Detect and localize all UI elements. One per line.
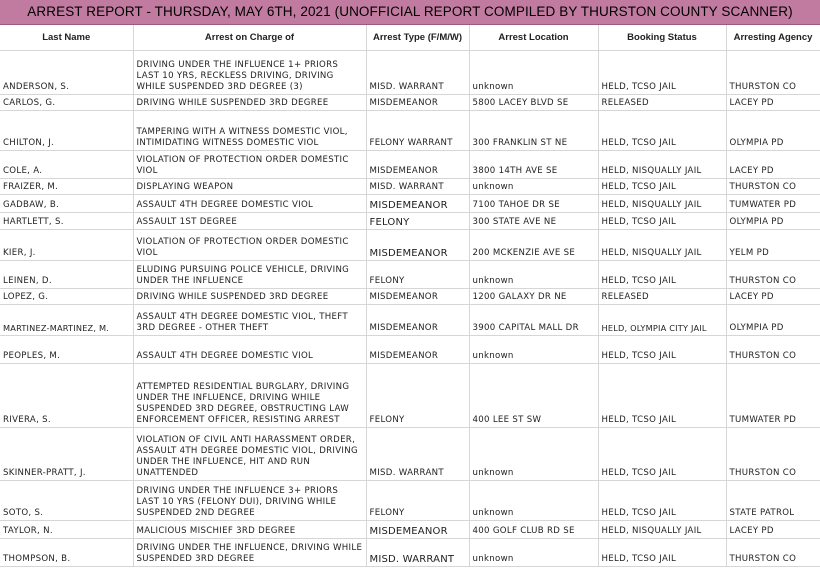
cell-arrest-location: 300 STATE AVE NE bbox=[469, 213, 598, 230]
header-arrest-type: Arrest Type (F/M/W) bbox=[366, 25, 469, 51]
cell-last-name: FRAIZER, M. bbox=[0, 179, 133, 195]
cell-arresting-agency: THURSTON CO bbox=[726, 428, 820, 481]
cell-arresting-agency: OLYMPIA PD bbox=[726, 111, 820, 151]
cell-arrest-type: FELONY bbox=[366, 261, 469, 289]
cell-last-name: GADBAW, B. bbox=[0, 195, 133, 213]
cell-booking-status: HELD, NISQUALLY JAIL bbox=[598, 195, 726, 213]
cell-last-name: CHILTON, J. bbox=[0, 111, 133, 151]
cell-charge: DRIVING WHILE SUSPENDED 3RD DEGREE bbox=[133, 95, 366, 111]
cell-booking-status: RELEASED bbox=[598, 95, 726, 111]
cell-booking-status: HELD, TCSO JAIL bbox=[598, 213, 726, 230]
cell-arrest-location: 3800 14TH AVE SE bbox=[469, 151, 598, 179]
cell-charge: TAMPERING WITH A WITNESS DOMESTIC VIOL, INTIMIDATING WITNESS DOMESTIC VIOL bbox=[133, 111, 366, 151]
cell-booking-status: HELD, TCSO JAIL bbox=[598, 336, 726, 364]
cell-booking-status: HELD, NISQUALLY JAIL bbox=[598, 151, 726, 179]
cell-arrest-location: unknown bbox=[469, 51, 598, 95]
cell-booking-status: HELD, TCSO JAIL bbox=[598, 261, 726, 289]
cell-last-name: SKINNER-PRATT, J. bbox=[0, 428, 133, 481]
cell-arrest-location: 300 FRANKLIN ST NE bbox=[469, 111, 598, 151]
table-row bbox=[0, 213, 820, 230]
table-row bbox=[0, 179, 820, 195]
cell-arrest-location: 1200 GALAXY DR NE bbox=[469, 289, 598, 305]
cell-arrest-type: MISD. WARRANT bbox=[366, 179, 469, 195]
cell-arrest-location: 400 GOLF CLUB RD SE bbox=[469, 521, 598, 539]
cell-arrest-type: MISD. WARRANT bbox=[366, 428, 469, 481]
table-row bbox=[0, 336, 820, 364]
table-row bbox=[0, 51, 820, 95]
cell-arresting-agency: THURSTON CO bbox=[726, 179, 820, 195]
cell-charge: DRIVING WHILE SUSPENDED 3RD DEGREE bbox=[133, 289, 366, 305]
cell-arrest-type: FELONY bbox=[366, 481, 469, 521]
cell-arresting-agency: TUMWATER PD bbox=[726, 195, 820, 213]
cell-arresting-agency: STATE PATROL bbox=[726, 481, 820, 521]
cell-arresting-agency: LACEY PD bbox=[726, 289, 820, 305]
table-row bbox=[0, 95, 820, 111]
cell-arrest-location: unknown bbox=[469, 539, 598, 567]
cell-arrest-type: FELONY WARRANT bbox=[366, 111, 469, 151]
cell-last-name: CARLOS, G. bbox=[0, 95, 133, 111]
cell-arresting-agency: LACEY PD bbox=[726, 521, 820, 539]
cell-arrest-type: MISDEMEANOR bbox=[366, 521, 469, 539]
header-last-name: Last Name bbox=[0, 25, 133, 51]
cell-last-name: TAYLOR, N. bbox=[0, 521, 133, 539]
cell-last-name: COLE, A. bbox=[0, 151, 133, 179]
cell-charge: ASSAULT 4TH DEGREE DOMESTIC VIOL bbox=[133, 336, 366, 364]
header-booking-status: Booking Status bbox=[598, 25, 726, 51]
header-row bbox=[0, 25, 820, 51]
cell-booking-status: HELD, TCSO JAIL bbox=[598, 179, 726, 195]
cell-charge: DRIVING UNDER THE INFLUENCE 3+ PRIORS LAST 10 YRS (FELONY DUI), DRIVING WHILE SUSPENDED 2ND DEGREE bbox=[133, 481, 366, 521]
cell-arrest-type: MISDEMEANOR bbox=[366, 95, 469, 111]
cell-arrest-location: unknown bbox=[469, 179, 598, 195]
cell-booking-status: HELD, TCSO JAIL bbox=[598, 539, 726, 567]
cell-last-name: SOTO, S. bbox=[0, 481, 133, 521]
cell-charge: DRIVING UNDER THE INFLUENCE 1+ PRIORS LAST 10 YRS, RECKLESS DRIVING, DRIVING WHILE SUSPENDED 3RD DEGREE (3) bbox=[133, 51, 366, 95]
cell-arrest-location: 5800 LACEY BLVD SE bbox=[469, 95, 598, 111]
cell-arresting-agency: OLYMPIA PD bbox=[726, 305, 820, 336]
cell-booking-status: HELD, TCSO JAIL bbox=[598, 428, 726, 481]
table-row bbox=[0, 481, 820, 521]
cell-arrest-type: MISDEMEANOR bbox=[366, 289, 469, 305]
cell-arrest-type: FELONY bbox=[366, 213, 469, 230]
cell-arrest-location: 400 LEE ST SW bbox=[469, 364, 598, 428]
cell-charge: MALICIOUS MISCHIEF 3RD DEGREE bbox=[133, 521, 366, 539]
cell-charge: ASSAULT 4TH DEGREE DOMESTIC VIOL, THEFT 3RD DEGREE - OTHER THEFT bbox=[133, 305, 366, 336]
cell-charge: ASSAULT 1ST DEGREE bbox=[133, 213, 366, 230]
cell-booking-status: HELD, OLYMPIA CITY JAIL bbox=[598, 305, 726, 336]
cell-booking-status: HELD, TCSO JAIL bbox=[598, 51, 726, 95]
table-row bbox=[0, 230, 820, 261]
cell-arrest-type: MISDEMEANOR bbox=[366, 195, 469, 213]
cell-arrest-location: unknown bbox=[469, 336, 598, 364]
cell-arrest-type: MISD. WARRANT bbox=[366, 51, 469, 95]
table-row bbox=[0, 305, 820, 336]
cell-booking-status: HELD, NISQUALLY JAIL bbox=[598, 521, 726, 539]
cell-arresting-agency: THURSTON CO bbox=[726, 539, 820, 567]
cell-arresting-agency: YELM PD bbox=[726, 230, 820, 261]
cell-booking-status: HELD, TCSO JAIL bbox=[598, 481, 726, 521]
cell-last-name: THOMPSON, B. bbox=[0, 539, 133, 567]
cell-last-name: KIER, J. bbox=[0, 230, 133, 261]
table-row bbox=[0, 111, 820, 151]
cell-arresting-agency: LACEY PD bbox=[726, 95, 820, 111]
header-arrest-location: Arrest Location bbox=[469, 25, 598, 51]
cell-arresting-agency: THURSTON CO bbox=[726, 261, 820, 289]
table-row bbox=[0, 521, 820, 539]
cell-arrest-type: MISD. WARRANT bbox=[366, 539, 469, 567]
arrest-table bbox=[0, 25, 820, 567]
cell-booking-status: HELD, TCSO JAIL bbox=[598, 364, 726, 428]
cell-last-name: LOPEZ, G. bbox=[0, 289, 133, 305]
cell-charge: VIOLATION OF CIVIL ANTI HARASSMENT ORDER, ASSAULT 4TH DEGREE DOMESTIC VIOL, DRIVING UNDER THE INFLUENCE, HIT AND RUN UNATTENDED bbox=[133, 428, 366, 481]
cell-booking-status: HELD, NISQUALLY JAIL bbox=[598, 230, 726, 261]
cell-arresting-agency: LACEY PD bbox=[726, 151, 820, 179]
cell-arrest-type: FELONY bbox=[366, 364, 469, 428]
cell-arresting-agency: TUMWATER PD bbox=[726, 364, 820, 428]
cell-arrest-location: unknown bbox=[469, 481, 598, 521]
cell-charge: ATTEMPTED RESIDENTIAL BURGLARY, DRIVING UNDER THE INFLUENCE, DRIVING WHILE SUSPENDED 3RD DEGREE, OBSTRUCTING LAW ENFORCEMENT OFFICER, RESISTING ARREST bbox=[133, 364, 366, 428]
table-row bbox=[0, 364, 820, 428]
cell-arresting-agency: THURSTON CO bbox=[726, 336, 820, 364]
cell-last-name: MARTINEZ-MARTINEZ, M. bbox=[0, 305, 133, 336]
cell-arrest-type: MISDEMEANOR bbox=[366, 336, 469, 364]
table-row bbox=[0, 428, 820, 481]
cell-charge: ASSAULT 4TH DEGREE DOMESTIC VIOL bbox=[133, 195, 366, 213]
cell-arrest-type: MISDEMEANOR bbox=[366, 305, 469, 336]
table-row bbox=[0, 289, 820, 305]
cell-arrest-location: unknown bbox=[469, 428, 598, 481]
cell-booking-status: HELD, TCSO JAIL bbox=[598, 111, 726, 151]
cell-charge: VIOLATION OF PROTECTION ORDER DOMESTIC VIOL bbox=[133, 230, 366, 261]
cell-charge: DRIVING UNDER THE INFLUENCE, DRIVING WHILE SUSPENDED 3RD DEGREE bbox=[133, 539, 366, 567]
report-title: ARREST REPORT - THURSDAY, MAY 6TH, 2021 (UNOFFICIAL REPORT COMPILED BY THURSTON COUNTY SCANNER) bbox=[0, 0, 820, 25]
cell-arrest-location: unknown bbox=[469, 261, 598, 289]
cell-arrest-location: 7100 TAHOE DR SE bbox=[469, 195, 598, 213]
cell-arresting-agency: OLYMPIA PD bbox=[726, 213, 820, 230]
cell-charge: ELUDING PURSUING POLICE VEHICLE, DRIVING UNDER THE INFLUENCE bbox=[133, 261, 366, 289]
cell-charge: DISPLAYING WEAPON bbox=[133, 179, 366, 195]
cell-charge: VIOLATION OF PROTECTION ORDER DOMESTIC VIOL bbox=[133, 151, 366, 179]
table-row bbox=[0, 195, 820, 213]
cell-arrest-location: 200 MCKENZIE AVE SE bbox=[469, 230, 598, 261]
cell-arrest-type: MISDEMEANOR bbox=[366, 151, 469, 179]
cell-last-name: LEINEN, D. bbox=[0, 261, 133, 289]
header-arresting-agency: Arresting Agency bbox=[726, 25, 820, 51]
cell-last-name: HARTLETT, S. bbox=[0, 213, 133, 230]
header-charge: Arrest on Charge of bbox=[133, 25, 366, 51]
cell-last-name: ANDERSON, S. bbox=[0, 51, 133, 95]
table-row bbox=[0, 261, 820, 289]
cell-arresting-agency: THURSTON CO bbox=[726, 51, 820, 95]
table-row bbox=[0, 151, 820, 179]
table-row bbox=[0, 539, 820, 567]
cell-last-name: RIVERA, S. bbox=[0, 364, 133, 428]
cell-arrest-location: 3900 CAPITAL MALL DR bbox=[469, 305, 598, 336]
cell-booking-status: RELEASED bbox=[598, 289, 726, 305]
cell-arrest-type: MISDEMEANOR bbox=[366, 230, 469, 261]
cell-last-name: PEOPLES, M. bbox=[0, 336, 133, 364]
